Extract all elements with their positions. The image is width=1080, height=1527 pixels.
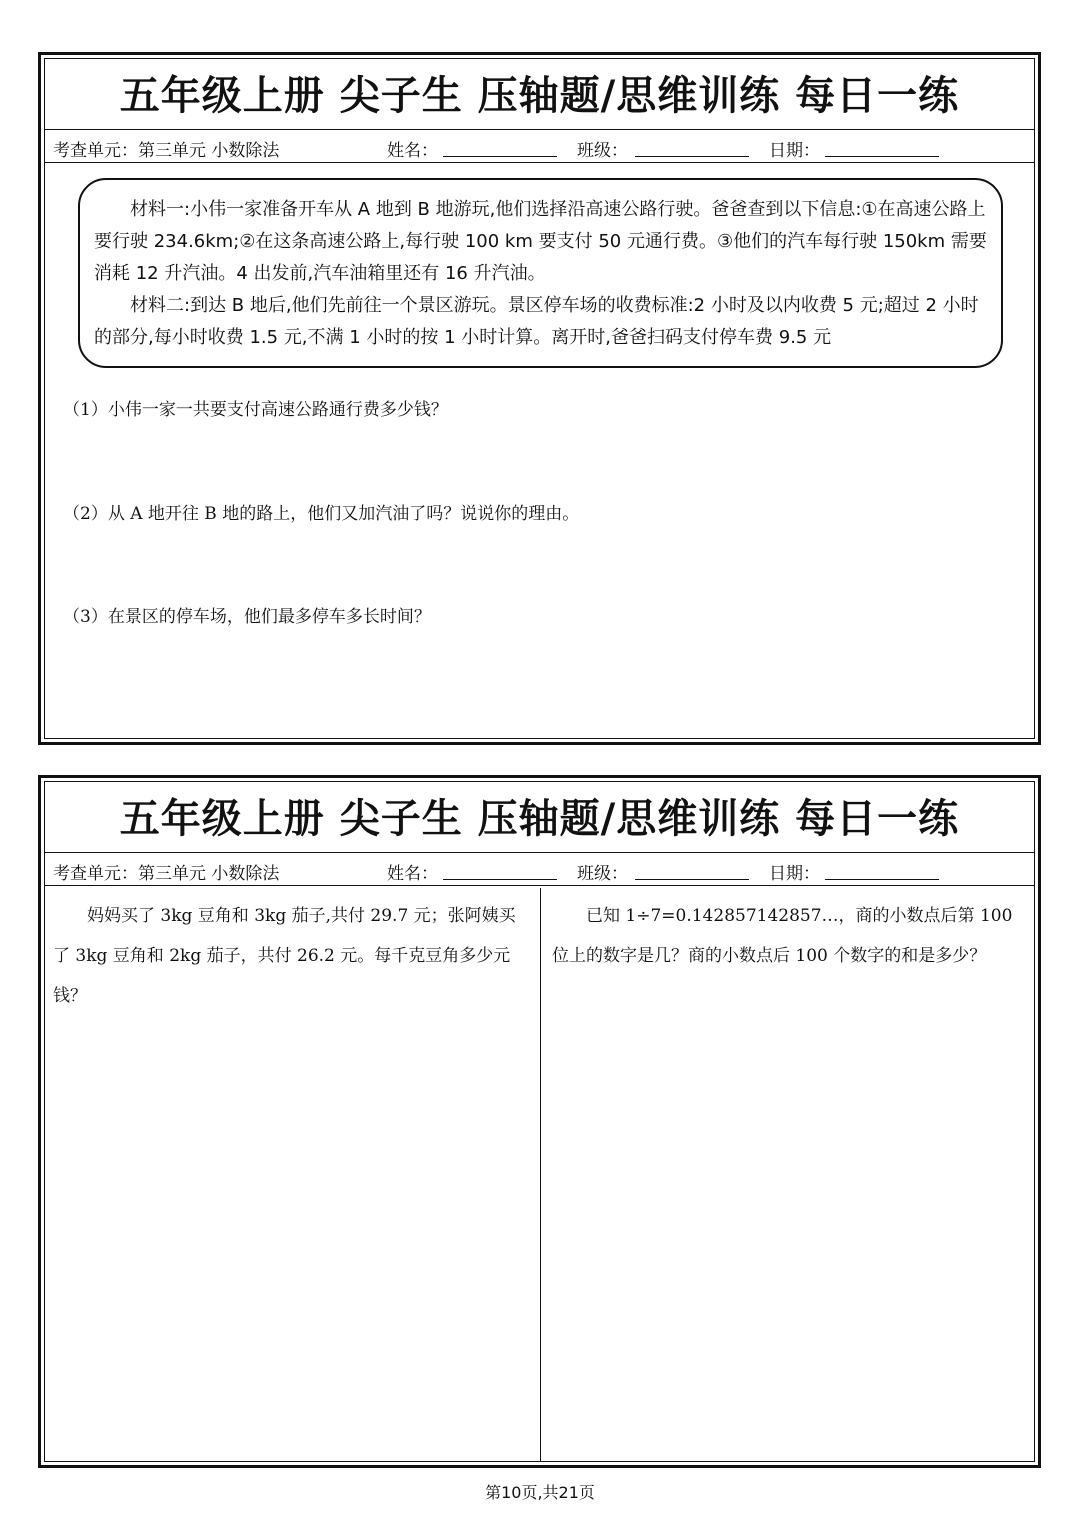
- student-info-row: [45, 853, 1034, 886]
- material-two: 材料二:到达 B 地后,他们先前往一个景区游玩。景区停车场的收费标准:2 小时及以内收费 5 元;超过 2 小时的部分,每小时收费 1.5 元,不满 1 小时的按 1 小时计算。离开时,爸爸扫码支付停车费 9.5 元: [94, 295, 979, 348]
- name-label: 姓名：: [387, 864, 438, 884]
- date-label: 日期：: [769, 141, 820, 161]
- problem-left: 妈妈买了 3kg 豆角和 3kg 茄子,共付 29.7 元；张阿姨买了 3kg 豆角和 2kg 茄子，共付 26.2 元。每千克豆角多少元钱？: [53, 906, 516, 1006]
- name-field[interactable]: [443, 879, 557, 880]
- material-one: 材料一:小伟一家准备开车从 A 地到 B 地游玩,他们选择沿高速公路行驶。爸爸查到以下信息:①在高速公路上要行驶 234.6km;②在这条高速公路上,每行驶 100 km 要支付 50 元通行费。③他们的汽车每行驶 150km 需要消耗 12 升汽油。4 出发前,汽车油箱里还有 16 升汽油。: [94, 199, 987, 284]
- date-field[interactable]: [825, 879, 939, 880]
- unit-label: 考查单元：第三单元 小数除法: [53, 141, 280, 161]
- class-label: 班级：: [577, 864, 628, 884]
- name-label: 姓名：: [387, 141, 438, 161]
- worksheet-title: 五年级上册 尖子生 压轴题/思维训练 每日一练: [45, 55, 1034, 130]
- question-3: （3）在景区的停车场，他们最多停车多长时间？: [63, 607, 431, 627]
- material-box: [78, 178, 1003, 368]
- class-label: 班级：: [577, 141, 628, 161]
- worksheet-title: 五年级上册 尖子生 压轴题/思维训练 每日一练: [45, 778, 1034, 853]
- question-2: （2）从 A 地开往 B 地的路上，他们又加汽油了吗？说说你的理由。: [63, 504, 580, 524]
- worksheet-1: [38, 52, 1041, 745]
- name-field[interactable]: [443, 156, 557, 157]
- column-divider: [540, 888, 541, 1461]
- unit-label: 考查单元：第三单元 小数除法: [53, 864, 280, 884]
- date-label: 日期：: [769, 864, 820, 884]
- class-field[interactable]: [635, 156, 749, 157]
- page-number: 第10页,共21页: [485, 1483, 595, 1502]
- question-1: （1）小伟一家一共要支付高速公路通行费多少钱？: [63, 400, 448, 420]
- problem-right: 已知 1÷7=0.142857142857…，商的小数点后第 100 位上的数字是几？商的小数点后 100 个数字的和是多少？: [552, 906, 1013, 966]
- date-field[interactable]: [825, 156, 939, 157]
- student-info-row: [45, 130, 1034, 163]
- worksheet-2: [38, 775, 1041, 1468]
- class-field[interactable]: [635, 879, 749, 880]
